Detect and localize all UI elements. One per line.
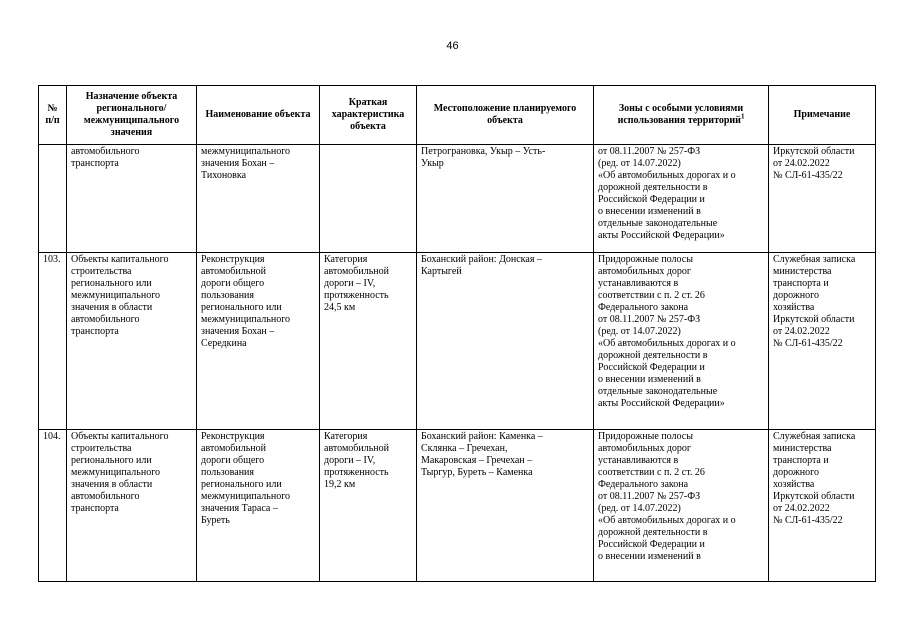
cell-name: Реконструкция автомобильной дороги общего пользования регионального или межмуниципального значения Тараса – Буреть [197,430,320,582]
page-number: 46 [446,40,459,52]
header-location: Местоположение планируемого объекта [417,86,594,145]
header-zones [594,86,769,145]
cell-number [39,145,67,253]
cell-number: 103. [39,253,67,430]
cell-purpose: автомобильного транспорта [67,145,197,253]
cell-characteristic: Категория автомобильной дороги – IV, протяженность 24,5 км [320,253,417,430]
cell-location: Боханский район: Каменка – Склянка – Гречехан, Макаровская – Гречехан – Тыргур, Буреть – Каменка [417,430,594,582]
header-zones-text: Зоны с особыми условиями использования территорий [617,103,744,126]
footnote-mark: 1 [740,112,745,121]
cell-zones: от 08.11.2007 № 257-ФЗ (ред. от 14.07.2022) «Об автомобильных дорогах и о дорожной деятельности в Российской Федерации и о внесении изменений в отдельные законодательные акты Российской Федерации» [594,145,769,253]
cell-purpose: Объекты капитального строительства регионального или межмуниципального значения в области автомобильного транспорта [67,430,197,582]
table-header-row [39,86,876,145]
cell-note: Иркутской области от 24.02.2022 № СЛ-61-435/22 [769,145,876,253]
cell-location: Петрограновка, Укыр – Усть- Укыр [417,145,594,253]
header-characteristic: Краткая характеристика объекта [320,86,417,145]
cell-zones: Придорожные полосы автомобильных дорог устанавливаются в соответствии с п. 2 ст. 26 Федерального закона от 08.11.2007 № 257-ФЗ (ред. от 14.07.2022) «Об автомобильных дорогах и о дорожной деятельности в Российской Федерации и о внесении изменений в отдельные законодательные акты Российской Федерации» [594,253,769,430]
header-note: Примечание [769,86,876,145]
table-row [39,430,876,582]
table-row [39,145,876,253]
header-number: № п/п [39,86,67,145]
header-name: Наименование объекта [197,86,320,145]
cell-note: Служебная записка министерства транспорта и дорожного хозяйства Иркутской области от 24.02.2022 № СЛ-61-435/22 [769,253,876,430]
cell-name: межмуниципального значения Бохан – Тихоновка [197,145,320,253]
cell-location: Боханский район: Донская – Картыгей [417,253,594,430]
cell-note: Служебная записка министерства транспорта и дорожного хозяйства Иркутской области от 24.02.2022 № СЛ-61-435/22 [769,430,876,582]
cell-zones: Придорожные полосы автомобильных дорог устанавливаются в соответствии с п. 2 ст. 26 Федерального закона от 08.11.2007 № 257-ФЗ (ред. от 14.07.2022) «Об автомобильных дорогах и о дорожной деятельности в Российской Федерации и о внесении изменений в [594,430,769,582]
planning-objects-table [38,85,876,582]
cell-characteristic [320,145,417,253]
table-row [39,253,876,430]
cell-purpose: Объекты капитального строительства регионального или межмуниципального значения в области автомобильного транспорта [67,253,197,430]
header-purpose: Назначение объекта регионального/ межмуниципального значения [67,86,197,145]
cell-name: Реконструкция автомобильной дороги общего пользования регионального или межмуниципального значения Бохан – Середкина [197,253,320,430]
cell-characteristic: Категория автомобильной дороги – IV, протяженность 19,2 км [320,430,417,582]
cell-number: 104. [39,430,67,582]
